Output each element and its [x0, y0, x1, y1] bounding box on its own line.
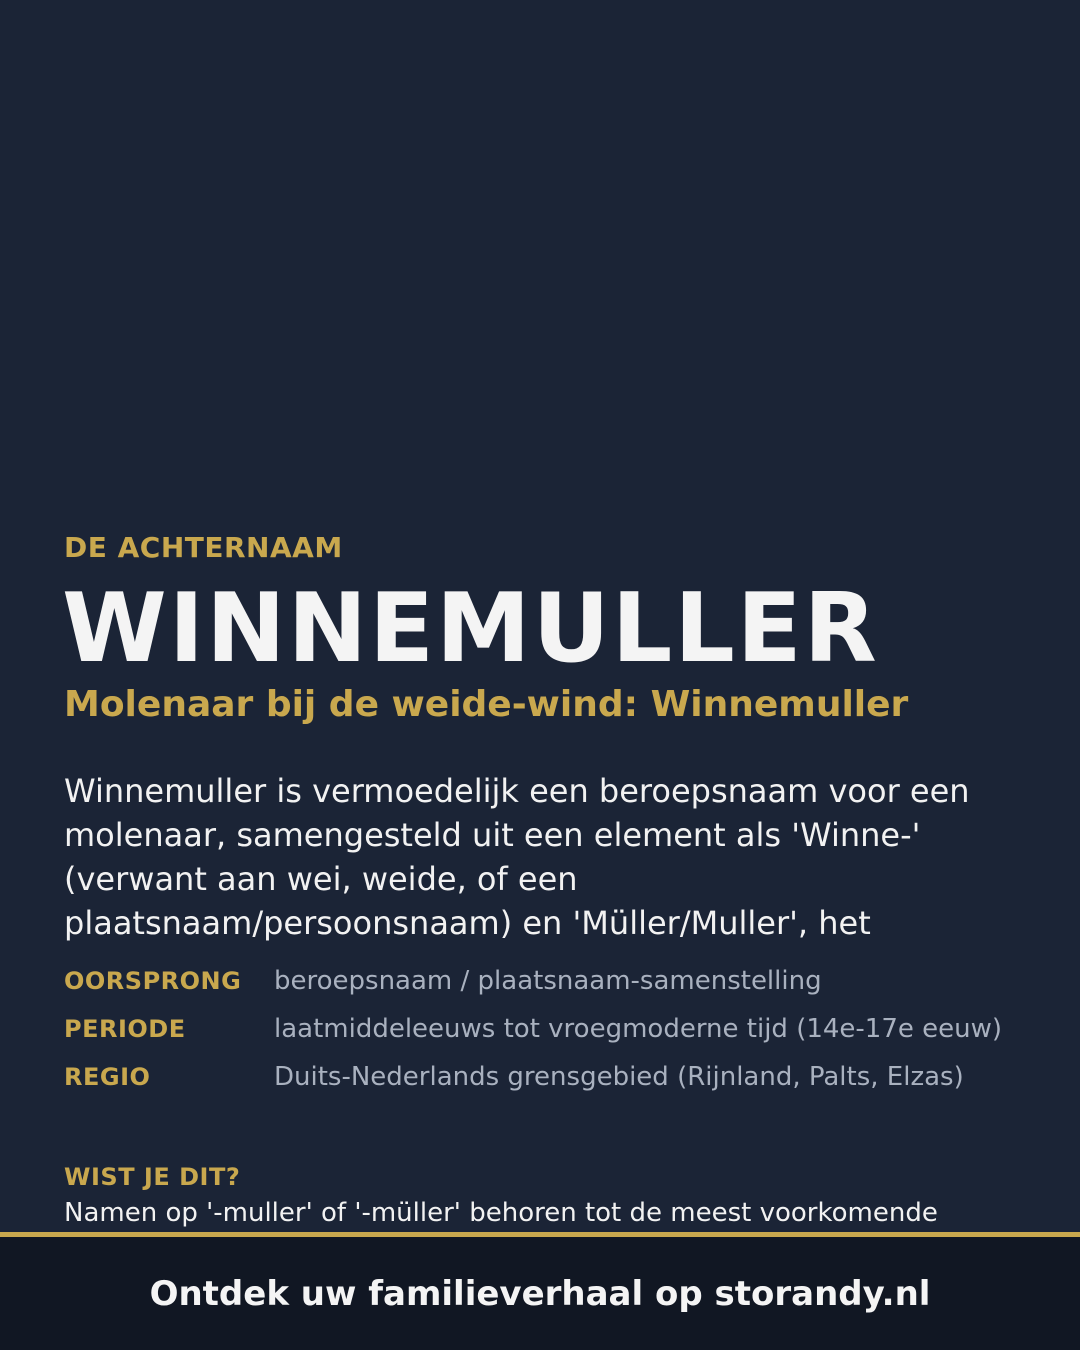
fact-value: beroepsnaam / plaatsnaam-samenstelling [274, 966, 822, 996]
fact-value: Duits-Nederlands grensgebied (Rijnland, Palts, Elzas) [274, 1062, 964, 1092]
footer-bar [0, 1232, 1080, 1350]
fact-row-origin [64, 964, 1024, 998]
facts-table [64, 964, 1024, 1108]
fact-label: PERIODE [64, 1015, 186, 1043]
fact-label: OORSPRONG [64, 967, 242, 995]
kicker-label: DE ACHTERNAAM [64, 531, 343, 564]
fact-row-period [64, 1012, 1024, 1046]
surname-description: Winnemuller is vermoedelijk een beroepsnaam voor een molenaar, samengesteld uit een element als 'Winne-' (verwant aan wei, weide, of een plaatsnaam/persoonsnaam) en 'Müller/Muller', het [64, 772, 970, 942]
fact-value: laatmiddeleeuws tot vroegmoderne tijd (14e-17e eeuw) [274, 1014, 1003, 1044]
surname-title: WINNEMULLER [62, 574, 879, 684]
fact-row-region [64, 1060, 1024, 1094]
did-you-know-text: Namen op '-muller' of '-müller' behoren tot de meest voorkomende [64, 1198, 938, 1228]
fact-label: REGIO [64, 1063, 151, 1091]
surname-subtitle: Molenaar bij de weide-wind: Winnemuller [64, 684, 909, 725]
footer-cta-link[interactable]: Ontdek uw familieverhaal op storandy.nl [149, 1273, 931, 1314]
did-you-know-label: WIST JE DIT? [64, 1163, 241, 1191]
